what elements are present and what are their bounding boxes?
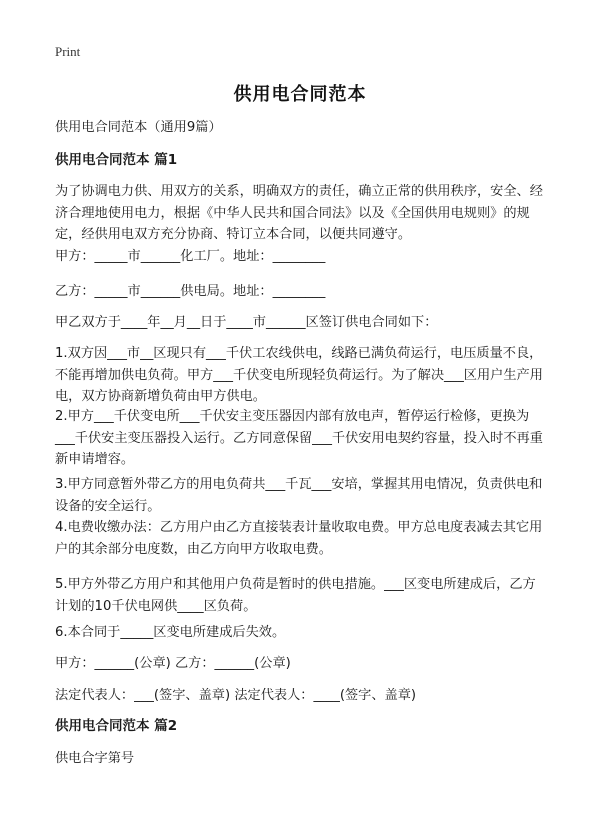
clause-2: 2.甲方___千伏变电所___千伏安主变压器因内部有放电声，暂停运行检修，更换为___千伏安主变压器投入运行。乙方同意保留___千伏安用电契约容量，投入时不再重新申请增容。 bbox=[55, 409, 543, 467]
signing-date-line: 甲乙双方于____年__月__日于____市______区签订供电合同如下： bbox=[55, 315, 438, 330]
party-b-line: 乙方：_____市______供电局。地址：________ bbox=[55, 284, 326, 299]
section2-first-line: 供电合字第号 bbox=[55, 751, 135, 766]
clause-6: 6.本合同于_____区变电所建成后失效。 bbox=[55, 625, 286, 640]
document-title: 供用电合同范本 bbox=[233, 84, 367, 105]
document-subtitle: 供用电合同范本（通用9篇） bbox=[55, 120, 222, 135]
signature-line: 甲方：______(公章) 乙方：______(公章) bbox=[55, 656, 291, 671]
print-label[interactable]: Print bbox=[55, 44, 81, 59]
section1-intro-paragraph: 为了协调电力供、用双方的关系，明确双方的责任，确立正常的供用秩序，安全、经济合理地使用电力，根据《中华人民共和国合同法》以及《全国供用电规则》的规定，经供用电双方充分协商、特订立本合同，以便共同遵守。 bbox=[55, 184, 543, 242]
party-a-line: 甲方：_____市______化工厂。地址：________ bbox=[55, 249, 326, 264]
clause-5: 5.甲方外带乙方用户和其他用户负荷是暂时的供电措施。___区变电所建成后，乙方计划的10千伏电网供____区负荷。 bbox=[55, 577, 536, 614]
clause-1: 1.双方因___市__区现只有___千伏工农线供电，线路已满负荷运行，电压质量不良，不能再增加供电负荷。甲方___千伏变电所现轻负荷运行。为了解决___区用户生产用电，双方协商新增负荷由甲方供电。 bbox=[55, 346, 543, 404]
representative-line: 法定代表人：___(签字、盖章) 法定代表人：____(签字、盖章) bbox=[55, 688, 417, 703]
clause-3: 3.甲方同意暂外带乙方的用电负荷共___千瓦___安培，掌握其用电情况，负责供电和设备的安全运行。 bbox=[55, 477, 543, 514]
section2-heading: 供用电合同范本 篇2 bbox=[55, 718, 178, 734]
clause-4: 4.电费收缴办法：乙方用户由乙方直接装表计量收取电费。甲方总电度表减去其它用户的其余部分电度数，由乙方向甲方收取电费。 bbox=[55, 520, 543, 557]
section1-heading: 供用电合同范本 篇1 bbox=[55, 152, 178, 168]
